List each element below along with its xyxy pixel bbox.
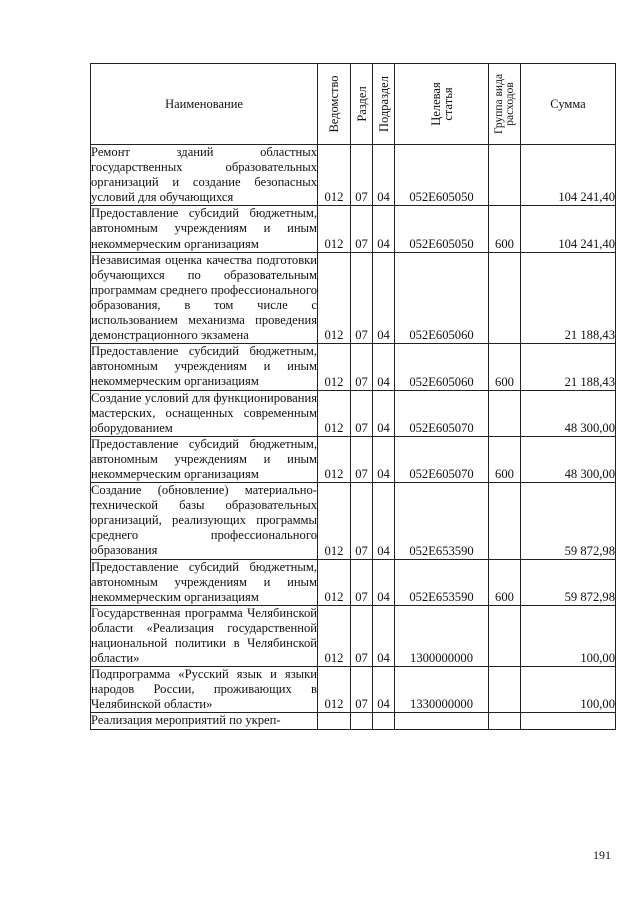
cell-subsection: 04 (373, 145, 395, 206)
header-sum: Сумма (521, 64, 616, 145)
cell-name: Подпрограмма «Русский язык и языки народов России, проживающих в Челябинской области» (91, 667, 317, 712)
table-row (91, 605, 616, 666)
cell-dept: 012 (318, 667, 351, 713)
cell-group (489, 252, 521, 344)
header-group-label (494, 74, 516, 134)
table-row (91, 667, 616, 713)
cell-target: 1300000000 (395, 605, 489, 666)
cell-target: 052E605060 (395, 344, 489, 390)
cell-subsection: 04 (373, 559, 395, 605)
header-dept-label: Ведомство (327, 75, 341, 133)
header-name: Наименование (91, 64, 318, 145)
cell-group (489, 713, 521, 729)
table-row (91, 436, 616, 482)
cell-dept: 012 (318, 436, 351, 482)
cell-name: Независимая оценка качества подготовки обучающихся по образовательным программам среднего профессионального образования, в том числе с использованием механизма проведения демонстрационного экзамена (91, 252, 317, 343)
cell-name: Создание (обновление) материально-технической базы образовательных организаций, реализующих программы среднего профессионального образования (91, 483, 317, 558)
cell-dept: 012 (318, 206, 351, 252)
cell-name: Предоставление субсидий бюджетным, автономным учреждениям и иным некоммерческим организациям (91, 436, 317, 481)
cell-target: 1330000000 (395, 667, 489, 713)
cell-target: 052E605070 (395, 436, 489, 482)
budget-table (90, 63, 616, 730)
cell-subsection: 04 (373, 483, 395, 559)
header-group-line1: Группа вида (492, 73, 505, 135)
cell-subsection: 04 (373, 390, 395, 436)
cell-name: Реализация мероприятий по укреп- (91, 713, 318, 729)
table-row (91, 559, 616, 605)
header-group (489, 64, 521, 145)
table-row (91, 390, 616, 436)
cell-name: Создание условий для функционирования мастерских, оснащенных современным оборудованием (91, 390, 317, 435)
table-row (91, 252, 616, 344)
cell-sum (521, 713, 616, 729)
cell-section (351, 713, 373, 729)
cell-group (489, 145, 521, 206)
cell-subsection: 04 (373, 605, 395, 666)
header-target-line2: статья (440, 87, 455, 121)
header-group-line2: расходов (503, 82, 516, 126)
cell-dept: 012 (318, 252, 351, 344)
cell-name: Ремонт зданий областных государственных образовательных организаций и создание безопасных условий для обучающихся (91, 145, 317, 205)
cell-sum: 59 872,98 (521, 559, 616, 605)
cell-target: 052E653590 (395, 483, 489, 559)
cell-sum: 104 241,40 (521, 145, 616, 206)
cell-dept: 012 (318, 145, 351, 206)
table-row (91, 713, 616, 729)
cell-section: 07 (351, 344, 373, 390)
cell-sum: 48 300,00 (521, 390, 616, 436)
cell-dept: 012 (318, 390, 351, 436)
cell-subsection: 04 (373, 206, 395, 252)
header-section-label: Раздел (354, 86, 369, 122)
cell-group: 600 (489, 206, 521, 252)
cell-group: 600 (489, 559, 521, 605)
table-row (91, 483, 616, 559)
cell-dept: 012 (318, 483, 351, 559)
cell-section: 07 (351, 667, 373, 713)
cell-name: Предоставление субсидий бюджетным, автономным учреждениям и иным некоммерческим организациям (91, 344, 317, 389)
cell-group (489, 483, 521, 559)
cell-group: 600 (489, 344, 521, 390)
cell-section: 07 (351, 390, 373, 436)
header-subsection (373, 64, 395, 145)
cell-section: 07 (351, 436, 373, 482)
cell-subsection: 04 (373, 252, 395, 344)
header-target (395, 64, 489, 145)
cell-section: 07 (351, 483, 373, 559)
table-row (91, 344, 616, 390)
cell-section: 07 (351, 252, 373, 344)
cell-section: 07 (351, 605, 373, 666)
cell-subsection: 04 (373, 344, 395, 390)
cell-group (489, 667, 521, 713)
cell-dept: 012 (318, 344, 351, 390)
cell-sum: 21 188,43 (521, 252, 616, 344)
cell-target: 052E605050 (395, 145, 489, 206)
cell-name: Предоставление субсидий бюджетным, автономным учреждениям и иным некоммерческим организациям (91, 206, 317, 251)
cell-subsection: 04 (373, 667, 395, 713)
cell-sum: 21 188,43 (521, 344, 616, 390)
cell-sum: 100,00 (521, 667, 616, 713)
header-section (351, 64, 373, 145)
cell-sum: 104 241,40 (521, 206, 616, 252)
cell-section: 07 (351, 559, 373, 605)
cell-dept: 012 (318, 605, 351, 666)
cell-target: 052E605050 (395, 206, 489, 252)
cell-sum: 48 300,00 (521, 436, 616, 482)
cell-dept: 012 (318, 559, 351, 605)
cell-target: 052E653590 (395, 559, 489, 605)
cell-section: 07 (351, 145, 373, 206)
cell-group (489, 605, 521, 666)
cell-sum: 100,00 (521, 605, 616, 666)
cell-sum: 59 872,98 (521, 483, 616, 559)
page-number: 191 (593, 848, 611, 862)
cell-target (395, 713, 489, 729)
cell-name: Государственная программа Челябинской области «Реализация государственной национальной политики в Челябинской области» (91, 605, 317, 666)
header-target-line1: Целевая (428, 82, 443, 126)
table-row (91, 145, 616, 206)
header-row (91, 64, 616, 145)
header-subsection-label: Подраздел (376, 76, 391, 132)
cell-dept (318, 713, 351, 729)
header-target-label (430, 82, 454, 125)
table-row (91, 206, 616, 252)
cell-target: 052E605060 (395, 252, 489, 344)
cell-group (489, 390, 521, 436)
cell-target: 052E605070 (395, 390, 489, 436)
cell-subsection: 04 (373, 436, 395, 482)
header-dept (318, 64, 351, 145)
cell-subsection (373, 713, 395, 729)
cell-section: 07 (351, 206, 373, 252)
cell-group: 600 (489, 436, 521, 482)
cell-name: Предоставление субсидий бюджетным, автономным учреждениям и иным некоммерческим организациям (91, 559, 317, 604)
